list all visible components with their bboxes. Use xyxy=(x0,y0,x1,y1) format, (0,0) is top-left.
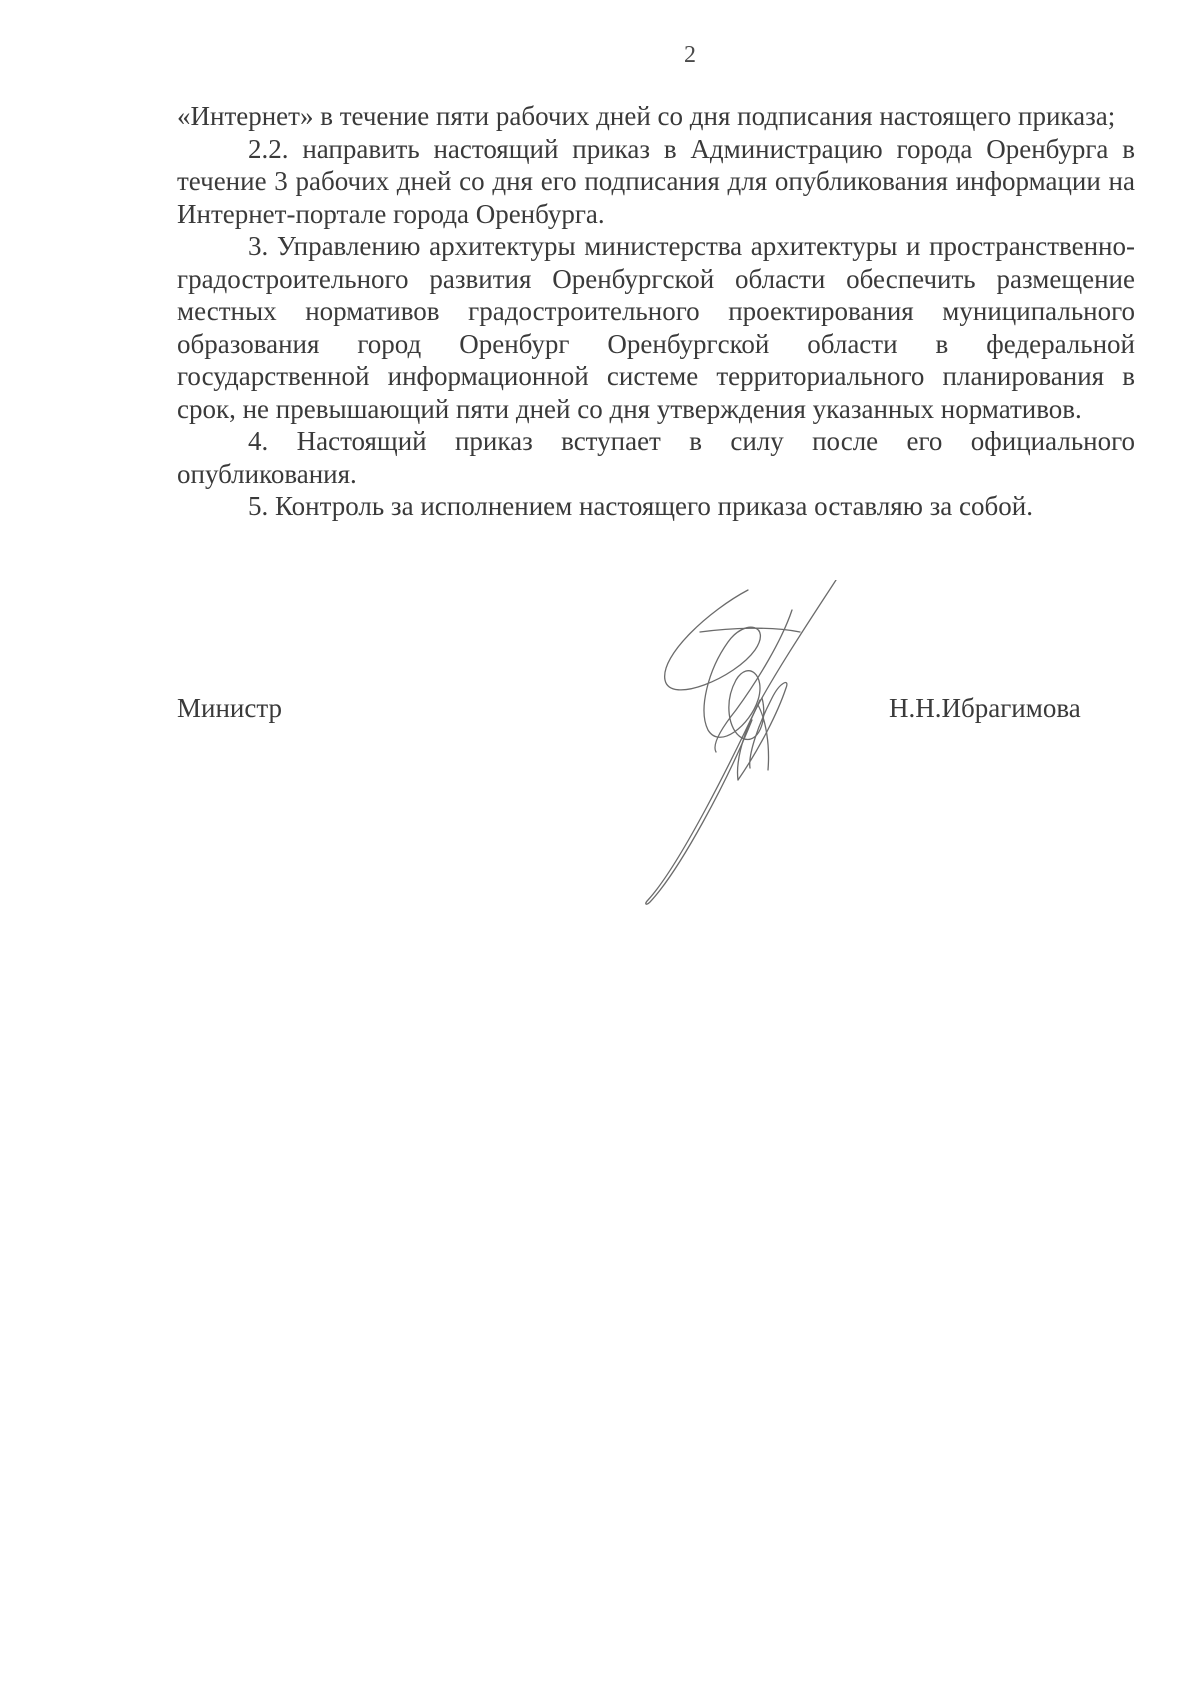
page-number: 2 xyxy=(684,42,696,68)
paragraph-continuation: «Интернет» в течение пяти рабочих дней со дня подписания настоящего приказа; xyxy=(177,101,1116,131)
signatory-title: Министр xyxy=(177,693,282,723)
handwritten-signature xyxy=(640,580,900,910)
paragraph-5: 5. Контроль за исполнением настоящего приказа оставляю за собой. xyxy=(248,491,1033,521)
paragraph-4: 4. Настоящий приказ вступает в силу после его официального опубликования. xyxy=(177,426,1135,489)
signatory-name: Н.Н.Ибрагимова xyxy=(889,693,1081,723)
paragraph-2-2: 2.2. направить настоящий приказ в Администрацию города Оренбурга в течение 3 рабочих дней со дня его подписания для опубликования информации на Интернет-портале города Оренбурга. xyxy=(177,133,1135,229)
document-body xyxy=(177,100,1135,523)
paragraph-3: 3. Управлению архитектуры министерства архитектуры и пространственно-градостроительного развития Оренбургской области обеспечить размещение местных нормативов градостроительного проектирования муниципального образования город Оренбург Оренбургской области в федеральной государственной информационной системе территориального планирования в срок, не превышающий пяти дней со дня утверждения указанных нормативов. xyxy=(177,231,1135,424)
